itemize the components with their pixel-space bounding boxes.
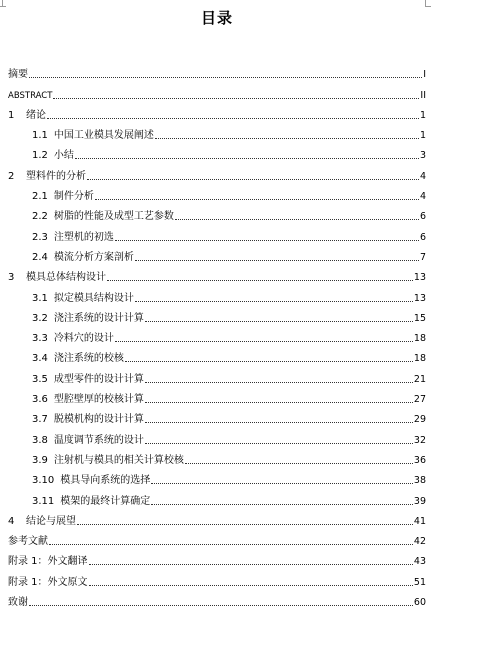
dot-leader [145, 402, 413, 403]
toc-entry-page: 18 [413, 333, 426, 345]
toc-entry-title: 树脂的性能及成型工艺参数 [53, 211, 174, 223]
toc-entry-number: 3.2 [32, 312, 48, 324]
toc-entry-title: 模架的最终计算确定 [60, 495, 151, 507]
toc-entry-number: 3.9 [32, 454, 48, 466]
toc-entry-number: 3.7 [32, 414, 48, 426]
toc-entry[interactable] [8, 365, 426, 385]
toc-entry[interactable] [8, 61, 426, 81]
toc-entry-page: 39 [413, 495, 426, 507]
toc-entry-page: 51 [413, 576, 426, 588]
dot-leader [89, 564, 413, 565]
toc-entry-page: II [420, 89, 426, 101]
toc-entry-title: 模流分析方案剖析 [53, 251, 134, 263]
dot-leader [135, 301, 413, 302]
toc-entry[interactable] [8, 406, 426, 426]
toc-entry-page: 32 [413, 434, 426, 446]
dot-leader [49, 544, 413, 545]
dot-leader [53, 98, 419, 99]
toc-entry-title: ABSTRACT [8, 90, 53, 101]
dot-leader [115, 240, 419, 241]
dot-leader [135, 260, 419, 261]
toc-entry-number: 1.1 [32, 130, 48, 142]
toc-entry-page: 42 [413, 536, 426, 548]
toc-entry-number: 3.5 [32, 373, 48, 385]
toc-entry-number: 1.2 [32, 150, 48, 162]
toc-entry-page: 18 [413, 353, 426, 365]
toc-entry-page: 38 [413, 475, 426, 487]
dot-leader [125, 361, 413, 362]
dot-leader [185, 463, 413, 464]
toc-entry-page: 41 [413, 515, 426, 527]
dot-leader [47, 118, 419, 119]
toc-entry-page: 43 [413, 556, 426, 568]
toc-entry-number: 2.2 [32, 211, 48, 223]
dot-leader [29, 605, 413, 606]
toc-entry-page: 7 [419, 251, 426, 263]
dot-leader [175, 219, 419, 220]
toc-entry-title: 致谢 [8, 597, 28, 609]
toc-entry[interactable] [8, 528, 426, 548]
toc-entry[interactable] [8, 122, 426, 142]
toc-entry-number: 4 [8, 515, 15, 527]
toc-entry-title: 附录 1：外文原文 [8, 576, 88, 588]
toc-entry-number: 1 [8, 109, 15, 121]
toc-entry-number: 2 [8, 170, 15, 182]
toc-entry-page: 60 [413, 597, 426, 609]
toc-entry[interactable] [8, 81, 426, 101]
toc-entry-title: 附录 1：外文翻译 [8, 556, 88, 568]
toc-entry[interactable] [8, 223, 426, 243]
toc-entry-page: 29 [413, 414, 426, 426]
dot-leader [151, 504, 413, 505]
dot-leader [77, 524, 413, 525]
toc-entry-page: 15 [413, 312, 426, 324]
toc-entry[interactable] [8, 508, 426, 528]
toc-entry[interactable] [8, 345, 426, 365]
dot-leader [89, 585, 413, 586]
toc-entry-page: 21 [413, 373, 426, 385]
toc-entry[interactable] [8, 264, 426, 284]
dot-leader [155, 138, 419, 139]
dot-leader [115, 341, 413, 342]
dot-leader [107, 280, 413, 281]
toc-entry-page: 36 [413, 454, 426, 466]
dot-leader [145, 443, 413, 444]
toc-entry-page: 13 [413, 292, 426, 304]
toc-entry-page: 27 [413, 394, 426, 406]
dot-leader [145, 422, 413, 423]
toc-entry-title: 参考文献 [8, 536, 48, 548]
toc-entry-number: 3.6 [32, 394, 48, 406]
toc-entry-page: 4 [419, 191, 426, 203]
toc-entry-number: 3.10 [32, 475, 55, 487]
toc-entry-number: 3.1 [32, 292, 48, 304]
toc-entry[interactable] [8, 183, 426, 203]
toc-entry-title: 温度调节系统的设计 [53, 434, 144, 446]
toc-entry[interactable] [8, 386, 426, 406]
toc-entry[interactable] [8, 548, 426, 568]
toc-entry[interactable] [8, 102, 426, 122]
toc-entry[interactable] [8, 467, 426, 487]
dot-leader [29, 77, 422, 78]
toc-entry-number: 2.4 [32, 251, 48, 263]
toc-entry-title: 模具总体结构设计 [26, 272, 106, 284]
toc-entry-page: 3 [419, 150, 426, 162]
dot-leader [145, 382, 413, 383]
toc-entry-number: 3.8 [32, 434, 48, 446]
dot-leader [95, 199, 419, 200]
toc-entry-page: 13 [413, 272, 426, 284]
dot-leader [151, 483, 413, 484]
toc-entry-title: 冷料穴的设计 [53, 333, 114, 345]
toc-entry-title: 中国工业模具发展阐述 [53, 130, 154, 142]
toc-entry-number: 3.4 [32, 353, 48, 365]
toc-entry-page: 4 [419, 170, 426, 182]
toc-entry-page: I [423, 69, 426, 81]
toc-entry-title: 小结 [53, 150, 74, 162]
toc-entry-title: 注塑机的初选 [53, 231, 114, 243]
toc-entry-page: 1 [419, 109, 426, 121]
toc-entry-number: 3.3 [32, 333, 48, 345]
toc-entry-title: 摘要 [8, 69, 28, 81]
toc-entry[interactable] [8, 447, 426, 467]
toc-entry[interactable] [8, 426, 426, 446]
toc-entry-title: 型腔壁厚的校核计算 [53, 394, 144, 406]
toc-entry-title: 模具导向系统的选择 [60, 475, 151, 487]
toc-entry[interactable] [8, 568, 426, 588]
toc-title: 目录 [200, 9, 233, 27]
dot-leader [145, 321, 413, 322]
toc-entry-title: 成型零件的设计计算 [53, 373, 144, 385]
toc-entry-title: 注射机与模具的相关计算校核 [53, 454, 184, 466]
toc-entry[interactable] [8, 203, 426, 223]
table-of-contents [8, 61, 426, 609]
toc-entry-page: 6 [419, 211, 426, 223]
toc-entry[interactable] [8, 162, 426, 182]
toc-entry-page: 6 [419, 231, 426, 243]
toc-entry-title: 塑料件的分析 [26, 170, 86, 182]
toc-entry-title: 浇注系统的设计计算 [53, 312, 144, 324]
toc-entry-title: 浇注系统的校核 [53, 353, 124, 365]
toc-entry[interactable] [8, 487, 426, 507]
toc-entry[interactable] [8, 244, 426, 264]
dot-leader [75, 158, 419, 159]
toc-entry-title: 绪论 [26, 109, 46, 121]
toc-entry[interactable] [8, 284, 426, 304]
dot-leader [87, 179, 419, 180]
toc-entry-number: 2.1 [32, 191, 48, 203]
toc-entry-title: 结论与展望 [26, 515, 76, 527]
toc-entry-number: 2.3 [32, 231, 48, 243]
toc-entry-number: 3.11 [32, 495, 55, 507]
toc-entry[interactable] [8, 142, 426, 162]
toc-entry[interactable] [8, 589, 426, 609]
toc-entry-number: 3 [8, 272, 15, 284]
toc-entry[interactable] [8, 325, 426, 345]
toc-entry-title: 脱模机构的设计计算 [53, 414, 144, 426]
toc-entry[interactable] [8, 305, 426, 325]
toc-entry-page: 1 [419, 130, 426, 142]
toc-entry-title: 制件分析 [53, 191, 94, 203]
toc-entry-title: 拟定模具结构设计 [53, 292, 134, 304]
